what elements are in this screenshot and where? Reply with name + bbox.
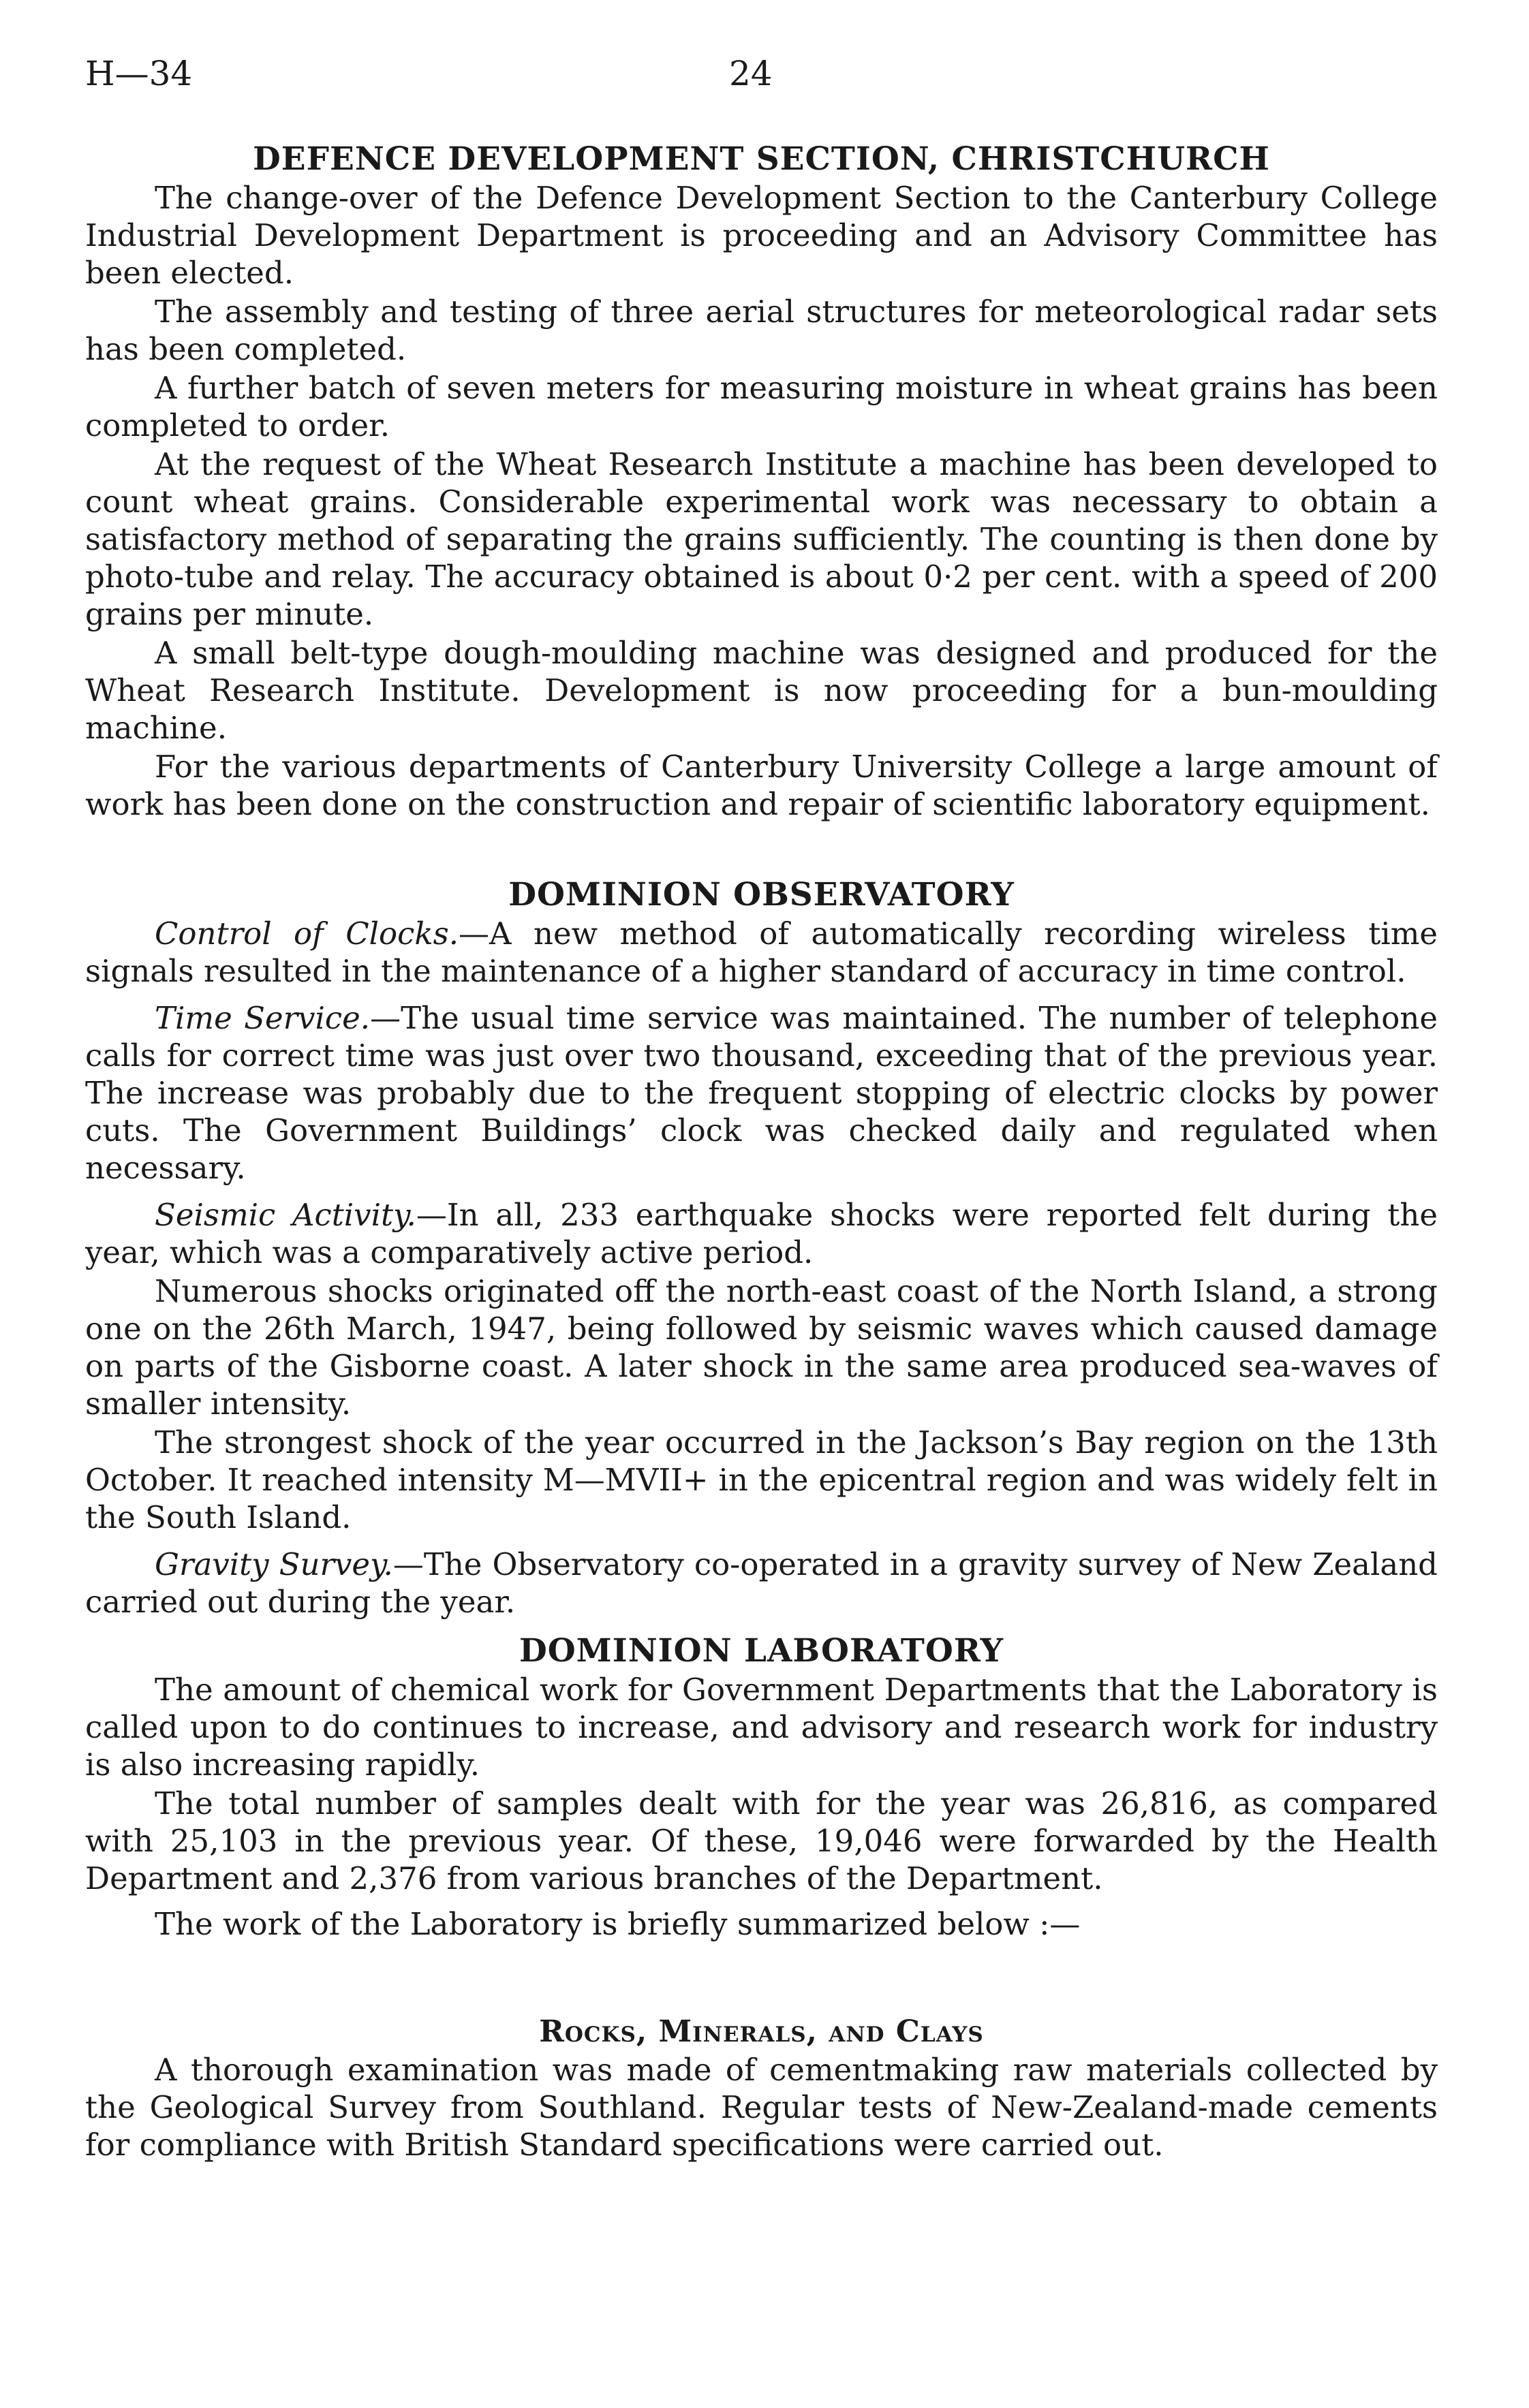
- paragraph: At the request of the Wheat Research Institute a machine has been developed to count wheat grains. Considerable experimental work was necessary to obtain a satisfactory method of separating the grains sufficiently. The counting is then done by photo-tube and relay. The accuracy obtained is about 0·2 per cent. with a speed of 200 grains per minute.: [85, 446, 1438, 632]
- paragraph: A thorough examination was made of cementmaking raw materials collected by the Geological Survey from Southland. Regular tests of New-Zealand-made cements for compliance with British Standard specifications were carried out.: [85, 2052, 1438, 2163]
- paragraph: The assembly and testing of three aerial structures for meteorological radar sets has been completed.: [85, 294, 1438, 367]
- paragraph-gravity-survey: [85, 1546, 1438, 1621]
- paragraph: Numerous shocks originated off the north-east coast of the North Island, a strong one on the 26th March, 1947, being followed by seismic waves which caused damage on parts of the Gisborne coast. A later shock in the same area produced sea-waves of smaller intensity.: [85, 1273, 1438, 1422]
- subsection-rocks-minerals-clays: [85, 2013, 1438, 2165]
- section-dominion-observatory: [85, 875, 1438, 1622]
- paragraph-time-service: [85, 999, 1438, 1187]
- section-title: DOMINION OBSERVATORY: [508, 876, 1015, 913]
- document-reference: H—34: [85, 54, 193, 93]
- section-defence-development: [85, 140, 1438, 824]
- paragraph-text: —The Observatory co-operated in a gravity survey of New Zealand carried out during the year.: [85, 1546, 1438, 1620]
- paragraph: The strongest shock of the year occurred in the Jackson’s Bay region on the 13th October. It reached intensity M—MVII+ in the epicentral region and was widely felt in the South Island.: [85, 1424, 1438, 1535]
- paragraph: A small belt-type dough-moulding machine was designed and produced for the Wheat Research Institute. Development is now proceeding for a bun-moulding machine.: [85, 635, 1438, 746]
- page-number: 24: [729, 54, 773, 93]
- run-in-heading: Control of Clocks.: [155, 916, 459, 952]
- paragraph: The change-over of the Defence Development Section to the Canterbury College Industrial Development Department is proceeding and an Advisory Committee has been elected.: [85, 180, 1438, 291]
- paragraph: The total number of samples dealt with for the year was 26,816, as compared with 25,103 in the previous year. Of these, 19,046 were forwarded by the Health Department and 2,376 from various branches of the Department.: [85, 1785, 1438, 1896]
- run-in-heading: Time Service.: [155, 1000, 371, 1036]
- paragraph: The amount of chemical work for Government Departments that the Laboratory is called upon to do continues to increase, and advisory and research work for industry is also increasing rapidly.: [85, 1672, 1438, 1783]
- paragraph-text: —In all, 233 earthquake shocks were reported felt during the year, which was a comparatively active period.: [85, 1197, 1438, 1270]
- paragraph: For the various departments of Canterbury University College a large amount of work has been done on the construction and repair of scientific laboratory equipment.: [85, 749, 1438, 822]
- section-title: DOMINION LABORATORY: [519, 1632, 1004, 1670]
- section-title: DEFENCE DEVELOPMENT SECTION, CHRISTCHURCH: [253, 140, 1270, 178]
- paragraph-control-of-clocks: [85, 915, 1438, 990]
- section-dominion-laboratory: [85, 1631, 1438, 1944]
- paragraph: A further batch of seven meters for measuring moisture in wheat grains has been completed to order.: [85, 370, 1438, 443]
- run-in-heading: Gravity Survey.: [155, 1546, 393, 1582]
- paragraph-text: —The usual time service was maintained. The number of telephone calls for correct time was just over two thousand, exceeding that of the previous year. The increase was probably due to the frequent stopping of electric clocks by power cuts. The Government Buildings’ clock was checked daily and regulated when necessary.: [85, 1000, 1438, 1186]
- paragraph: The work of the Laboratory is briefly summarized below :—: [155, 1906, 1081, 1942]
- paragraph-seismic-activity: [85, 1196, 1438, 1271]
- subsection-title: Rocks, Minerals, and Clays: [539, 2014, 984, 2049]
- paragraph-text: —A new method of automatically recording wireless time signals resulted in the maintenance of a higher standard of accuracy in time control.: [85, 916, 1438, 989]
- run-in-heading: Seismic Activity.: [155, 1197, 416, 1233]
